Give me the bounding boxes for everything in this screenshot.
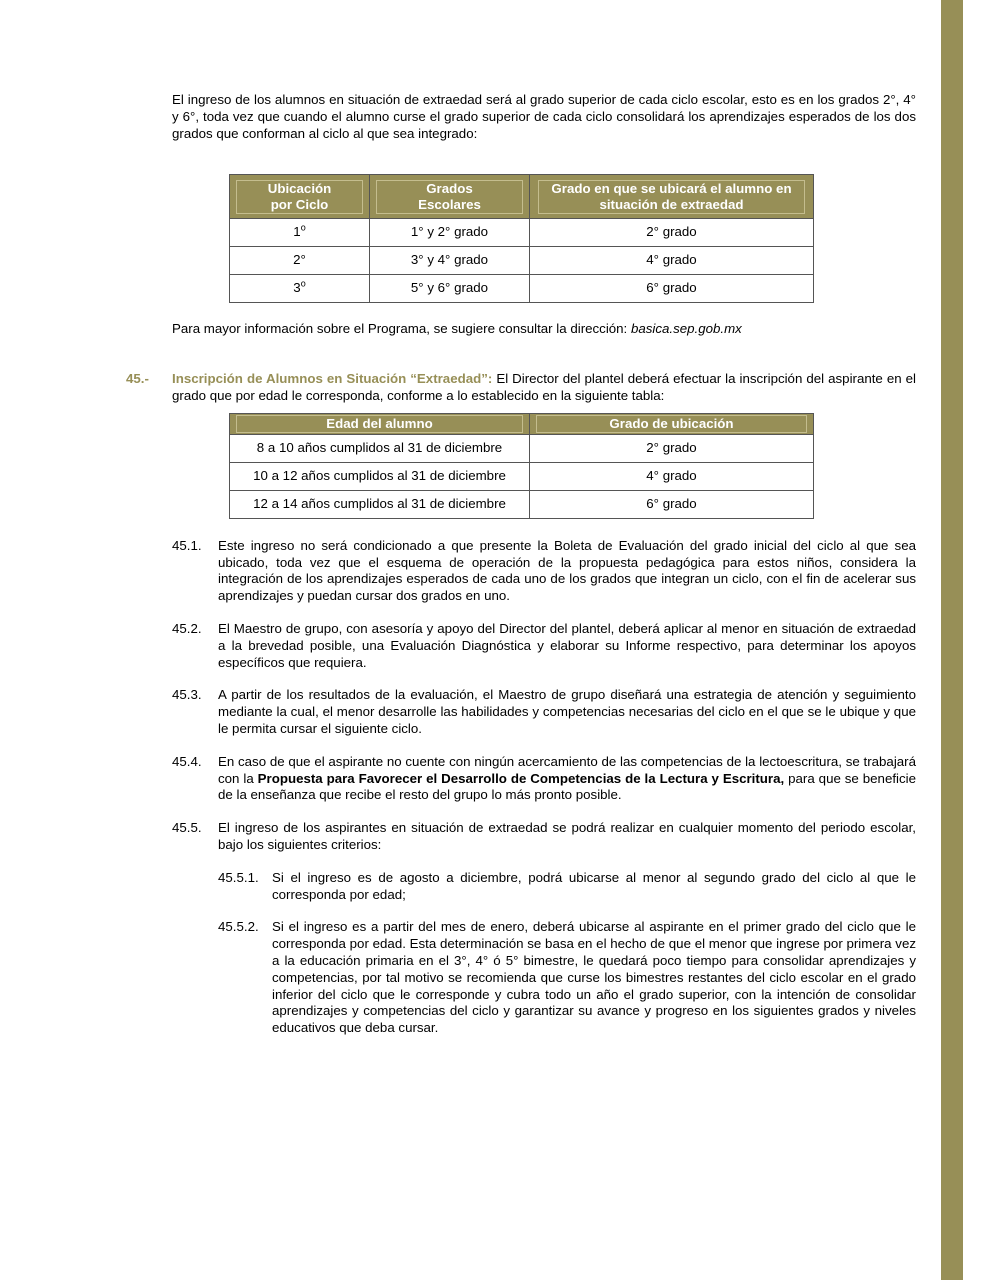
sep-link[interactable]: basica.sep.gob.mx [630,321,742,337]
table2-cell-grado: 2° grado [530,434,814,462]
table1-header-ubicacion: Ubicación por Ciclo [230,175,370,219]
list-item: 45.1. Este ingreso no será condicionado a que presente la Boleta de Evaluación del grado inicial del ciclo al que sea ubicado, toda vez que el esquema de operación de la propuesta pedagógica para estos niños, considera la integración de los aprendizajes esperados de cada uno de los grados que integran un ciclo, con el fin de acelerar sus aprendizajes y puedan cursar dos grados en uno. [172,537,916,604]
table1-cell-ciclo: 3$^o$ [230,275,370,303]
table-row [230,275,814,303]
table2-cell-edad: 12 a 14 años cumplidos al 31 de diciembre [230,490,530,518]
table1-cell-ciclo: 1$^o$ [230,219,370,247]
intro-paragraph: El ingreso de los alumnos en situación de extraedad será al grado superior de cada ciclo escolar, esto es en los grados 2°, 4° y 6°, toda vez que cuando el alumno curse el grado superior de cada ciclo consolidará los aprendizajes esperados de los dos grados que conforman al ciclo al que sea integrado: [172,92,916,141]
table1-cell-ciclo: 2° [230,247,370,275]
document-body [126,92,916,1037]
table1-cell-grados: 5° y 6° grado [370,275,530,303]
section-45 [126,371,916,405]
table1-cell-ubica: 4° grado [530,247,814,275]
list-item: 45.4. En caso de que el aspirante no cuente con ningún acercamiento de las competencias de la lectoescritura, se trabajará con la Propuesta para Favorecer el Desarrollo de Competencias de la Lectura y Escritura, para que se beneficie de la enseñanza que recibe el resto del grupo lo más pronto posible. [172,753,916,803]
extraedad-ciclo-table [229,174,814,303]
info-paragraph: Para mayor información sobre el Programa, se sugiere consultar la dirección: basica.sep.gob.mx [172,321,742,337]
section-text: El Director del plantel deberá efectuar la inscripción del aspirante en el grado que por edad le corresponda, conforme a lo establecido en la siguiente tabla: [172,371,916,403]
table1-header-grado-ubicara: Grado en que se ubicará el alumno en situación de extraedad [530,175,814,219]
table-row [230,247,814,275]
table2-cell-edad: 10 a 12 años cumplidos al 31 de diciembre [230,462,530,490]
edad-ubicacion-table [229,413,814,519]
table1-cell-ubica: 2° grado [530,219,814,247]
section-number: 45.- [126,371,149,387]
propuesta-title: Propuesta para Favorecer el Desarrollo de Competencias de la Lectura y Escritura, [257,770,785,786]
table2-header-grado: Grado de ubicación [530,413,814,434]
table-row [230,219,814,247]
table-row [230,490,814,518]
table2-cell-edad: 8 a 10 años cumplidos al 31 de diciembre [230,434,530,462]
sub-list-item: 45.5.2. Si el ingreso es a partir del mes de enero, deberá ubicarse al aspirante en el primer grado del ciclo que le corresponda por edad. Esta determinación se basa en el hecho de que el menor que ingrese por primera vez a la educación primaria en el 3°, 4° ó 5° bimestre, le quedará poco tiempo para consolidar aprendizajes y competencias, por tal motivo se recomienda que curse los bimestres restantes del ciclo escolar en el grado inferior del ciclo que le corresponde y cubra todo un año el grado superior, con la intención de consolidar aprendizajes y competencias del ciclo y garantizar su avance y progreso en los siguientes grados y niveles educativos que deba cursar. [218,919,916,1036]
table-row [230,434,814,462]
table1-cell-grados: 3° y 4° grado [370,247,530,275]
table1-cell-ubica: 6° grado [530,275,814,303]
table1-cell-grados: 1° y 2° grado [370,219,530,247]
table1-header-grados: Grados Escolares [370,175,530,219]
list-item: 45.3. A partir de los resultados de la evaluación, el Maestro de grupo diseñará una estrategia de atención y seguimiento mediante la cual, el menor desarrolle las habilidades y competencias necesarias del ciclo en el que se le ubique y que le permita cursar el siguiente ciclo. [172,687,916,736]
list-item: 45.2. El Maestro de grupo, con asesoría y apoyo del Director del plantel, deberá aplicar al menor en situación de extraedad a la brevedad posible, una Evaluación Diagnóstica y elaborar su Informe respectivo, para determinar los apoyos específicos que requiera. [172,620,916,670]
section-title: Inscripción de Alumnos en Situación “Extraedad”: [172,371,493,387]
table2-cell-grado: 6° grado [530,490,814,518]
list-item: 45.5. El ingreso de los aspirantes en situación de extraedad se podrá realizar en cualquier momento del periodo escolar, bajo los siguientes criterios: [172,820,916,852]
page-side-bar [941,0,963,1280]
sub-list-item: 45.5.1. Si el ingreso es de agosto a diciembre, podrá ubicarse al menor al segundo grado del ciclo al que le corresponda por edad; [218,869,916,902]
table-row [230,462,814,490]
table2-cell-grado: 4° grado [530,462,814,490]
table2-header-edad: Edad del alumno [230,413,530,434]
